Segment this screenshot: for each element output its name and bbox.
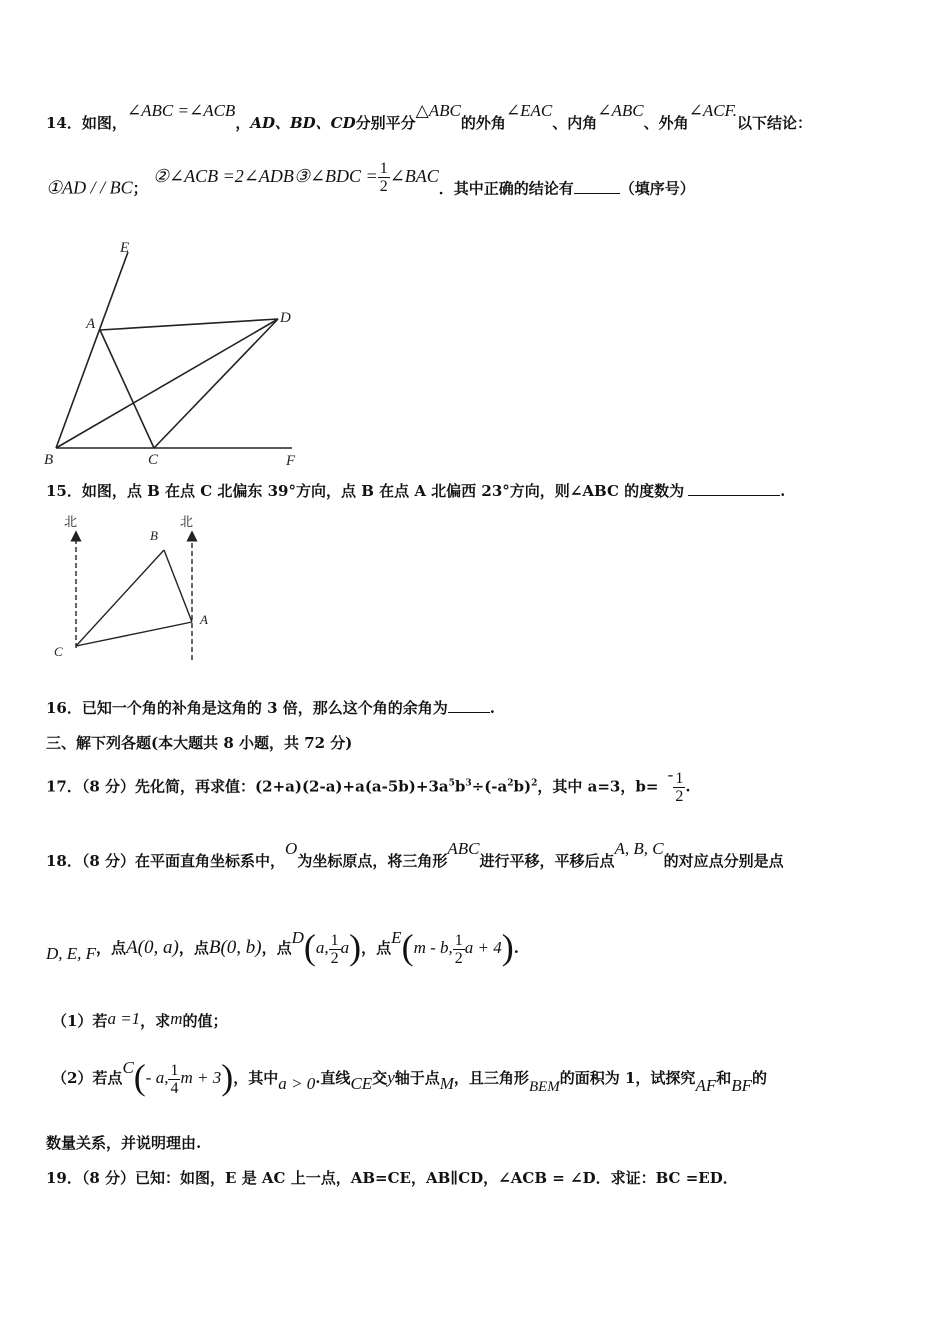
q17-line [46,764,691,805]
q18-origin: O [285,839,298,858]
q18-c-coord-a: - a, [145,1068,169,1087]
q15-label-c: C [54,644,63,659]
q14-conclusion-2: ②∠ACB =2∠ADB [152,165,294,186]
q18-p2-text-h: 轴于点 [394,1069,440,1087]
q18-p1-m: m [170,1009,183,1028]
q18-part-2-continued [46,1132,201,1153]
q14-line-1 [46,101,813,133]
q18-p2-text-l: 的面积为 1，试探究 [559,1069,696,1087]
q16-line [46,697,495,718]
q17-fraction-den: 2 [675,788,684,805]
q18-p2-text-p: 的 [752,1069,768,1087]
q14-figure [40,236,310,472]
q14-label-b: B [44,452,54,468]
q18-p2-af: AF [695,1076,717,1095]
q18-end: . [513,939,519,957]
q15-figure [46,508,226,668]
q18-c-fraction-num: 1 [170,1061,179,1079]
q14-fraction-num: 1 [379,160,388,177]
q14-comma: ， [235,114,251,132]
q18-e-fraction [453,932,465,967]
q14-label-c: C [148,452,159,468]
q18-p2-text-b: ，其中 [233,1069,279,1087]
q14-line-2 [46,160,695,207]
q17-negative-sign: - [667,764,674,784]
q18-text-3: 进行平移，平移后点 [479,852,615,870]
q15-end: . [780,482,786,500]
q15-answer-blank[interactable] [688,495,780,496]
q18-p2-condition: a > 0 [278,1074,316,1093]
q18-p2-text-d: .直线 [315,1069,351,1087]
q14-label-a: A [86,316,96,332]
q17-sup-3: 2 [507,778,514,789]
q14-triangle: △ABC [415,101,461,120]
q14-conclusion-1: ①AD / / BC [46,177,133,198]
q18-part-2 [52,1058,767,1100]
q18-d-coord-a: a, [315,938,329,957]
q18-p1-text-a: （1）若 [52,1012,108,1030]
q18-e-coord-a: m - b, [413,938,453,957]
q17-text-2: b [454,777,466,796]
q18-p2-axis-y: y [387,1068,395,1087]
q18-e-left-paren: ( [401,927,414,967]
q17-text-4: b) [513,777,532,796]
q18-p2-text-q: 数量关系，并说明理由. [46,1134,202,1152]
q18-e-right-paren: ) [501,927,514,967]
q17-fraction [673,770,685,805]
q18-point-b: B(0, b) [208,937,262,958]
q18-point-a: A(0, a) [126,937,179,958]
q14-line-ad [100,319,278,330]
q18-c-coord-b: m + 3 [180,1068,222,1087]
q18-p2-text-n: 和 [716,1069,732,1087]
q14-text-3: 、内角 [552,114,598,132]
q18-p2-triangle-bem: BEM [528,1079,560,1095]
q18-points-abc: A, B, C [614,839,664,858]
q14-angle-bac: ∠BAC [389,165,439,186]
q15-line [46,480,785,501]
q18-p2-text-f: 交 [372,1069,388,1087]
section-3-text: 三、解下列各题(本大题共 8 小题，共 72 分) [46,734,353,752]
q16-text: 16．已知一个角的补角是这角的 3 倍，那么这个角的余角为 [46,699,448,717]
q14-text-1: 分别平分 [355,114,416,132]
q18-text-1: 18．（8 分）在平面直角坐标系中， [46,852,286,870]
q18-text-5: ，点 [96,939,127,957]
q14-text-4: 、外角 [643,114,689,132]
q18-text-2: 为坐标原点，将三角形 [297,852,448,870]
q16-end: . [489,699,495,717]
q18-d-fraction-num: 1 [330,931,339,949]
q18-p2-text-j: ，且三角形 [453,1069,529,1087]
q18-d-left-paren: ( [303,927,316,967]
q15-label-a: A [200,612,208,627]
q15-line-ca [76,622,192,646]
q15-line-ba [164,550,192,622]
q14-text-2: 的外角 [460,114,506,132]
q18-p2-point-m: M [439,1074,454,1093]
q18-d-fraction-den: 2 [330,949,339,967]
q14-number: 14．如图， [46,114,127,132]
q14-line-ac [100,330,154,448]
q15-label-b: B [150,528,158,543]
q15-text: 15．如图，点 B 在点 C 北偏东 39°方向，点 B 在点 A 北偏西 23°方向，则∠ABC 的度数为 [46,482,685,500]
q17-text-3: ÷(-a [471,777,508,796]
q14-label-d: D [280,310,291,326]
q17-sup-4: 2 [531,778,538,789]
q18-c-left-paren: ( [133,1057,146,1097]
q18-point-d-label: D [291,928,304,947]
q14-fraction-den: 2 [379,178,388,195]
q17-text-1: 17．（8 分）先化简，再求值：(2+a)(2-a)+a(a-5b)+3a [46,777,449,796]
q14-line-be [56,252,128,448]
q18-p1-text-e: 的值； [182,1012,228,1030]
q18-d-coord-b: a [340,938,350,957]
q18-c-right-paren: ) [221,1057,234,1097]
q18-e-fraction-den: 2 [454,949,463,967]
q17-sup-1: 5 [448,778,455,789]
q18-e-fraction-num: 1 [454,931,463,949]
q18-point-c-label: C [122,1058,134,1077]
q18-text-8: ，点 [361,939,392,957]
q14-answer-blank[interactable] [574,193,620,194]
q14-line-cd [154,319,278,448]
q18-text-4: 的对应点分别是点 [663,852,784,870]
q18-triangle-abc: ABC [447,839,480,858]
q19-line [46,1167,738,1188]
q18-line-1 [46,839,784,871]
section-3-heading [46,732,352,753]
q15-label-north-1: 北 [64,514,78,529]
q18-p1-text-c: ，求 [140,1012,171,1030]
q18-points-def: D, E, F [46,944,97,963]
q18-e-coord-b: a + 4 [464,938,502,957]
q14-fraction [378,160,390,195]
q17-fraction-num: 1 [675,770,684,787]
q18-c-fraction-den: 4 [170,1079,179,1097]
q14-label-e: E [120,240,130,256]
q14-text-6: ．其中正确的结论有 [438,179,574,198]
q14-text-7: （填序号） [619,179,695,198]
q17-end: . [685,777,691,796]
q17-sup-2: 3 [465,778,472,789]
q15-line-cb [76,550,164,646]
q14-angle-abc: ∠ABC [597,101,644,120]
q18-p2-line-ce: CE [350,1074,373,1093]
q17-text-5: ，其中 a=3，b= [537,777,659,796]
q18-text-7: ，点 [261,939,292,957]
q14-line-bd [56,319,278,448]
q14-angle-acf: ∠ACF. [688,101,737,120]
q14-conclusion-3: ③∠BDC = [293,165,378,186]
q18-line-2 [46,928,519,970]
q14-condition: ∠ABC =∠ACB [126,101,236,120]
q18-p1-condition: a =1 [107,1009,141,1028]
q18-point-e-label: E [391,928,402,947]
q14-text-5: 以下结论： [737,114,813,132]
q18-d-fraction [329,932,341,967]
q18-c-fraction [168,1062,180,1097]
q14-bisectors: AD、BD、CD [250,114,356,132]
q14-label-f: F [286,453,296,469]
q18-text-6: ，点 [178,939,209,957]
q18-part-1 [52,1010,227,1031]
q14-angle-eac: ∠EAC [505,101,553,120]
q19-text: 19．（8 分）已知：如图，E 是 AC 上一点，AB=CE，AB∥CD，∠ACB = ∠D．求证：BC =ED． [46,1169,738,1187]
q18-d-right-paren: ) [349,927,362,967]
q15-label-north-2: 北 [180,514,194,529]
q18-p2-bf: BF [731,1076,753,1095]
q14-semicolon: ； [132,179,148,198]
q16-answer-blank[interactable] [448,712,490,713]
q18-p2-text-a: （2）若点 [52,1069,123,1087]
